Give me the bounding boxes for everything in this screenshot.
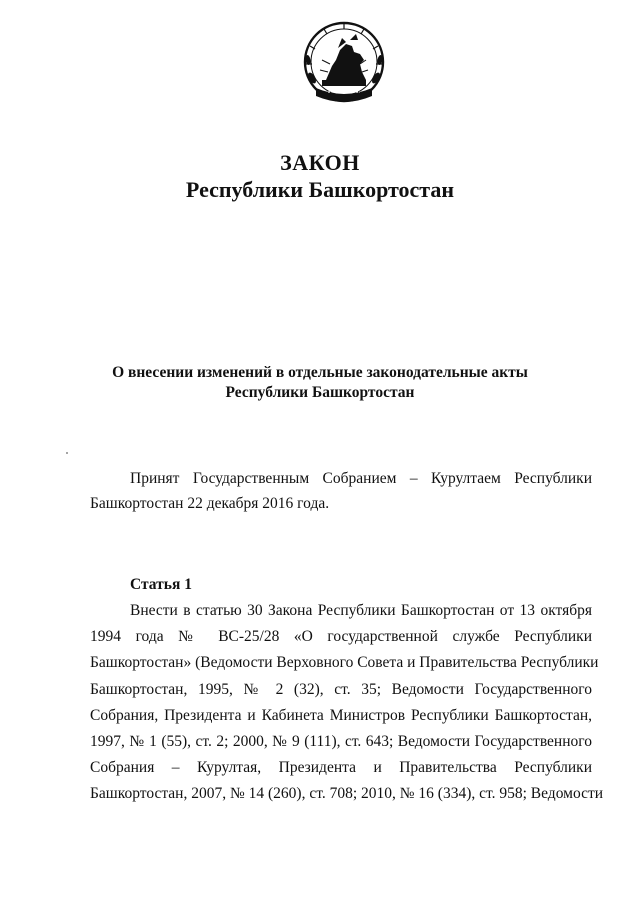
article-1-line: Собрания, Президента и Кабинета Министров Республики Башкортостан, — [90, 706, 592, 724]
article-1-line: Собрания – Курултая, Президента и Правительства Республики — [90, 759, 592, 777]
scan-artifact-dot — [66, 452, 68, 454]
article-1-line: Внести в статью 30 Закона Республики Башкортостан от 13 октября — [130, 602, 592, 619]
adoption-statement-text: Принят Государственным Собранием – Курултаем Республики Башкортостан 22 декабря 2016 года. — [90, 470, 592, 512]
coat-of-arms-emblem — [302, 20, 386, 116]
article-1-line: Башкортостан, 2007, № 14 (260), ст. 708; 2010, № 16 (334), ст. 958; Ведомости — [90, 785, 604, 803]
adoption-statement — [90, 466, 592, 516]
document-type-title: ЗАКОН — [280, 150, 360, 175]
article-1-line: Башкортостан, 1995, № 2 (32), ст. 35; Ведомости Государственного — [90, 680, 592, 698]
bashkortostan-emblem-icon — [302, 20, 386, 116]
article-1-line: Башкортостан» (Ведомости Верховного Совета и Правительства Республики — [90, 654, 599, 672]
law-subject-line-1: О внесении изменений в отдельные законодательные акты — [112, 364, 528, 381]
law-subject-line-2: Республики Башкортостан — [225, 384, 415, 401]
article-1-line: 1997, № 1 (55), ст. 2; 2000, № 9 (111), ст. 643; Ведомости Государственного — [90, 733, 592, 751]
article-1-line: 1994 года № ВС-25/28 «О государственной службе Республики — [90, 628, 592, 646]
article-1-body — [90, 598, 604, 808]
document-issuer-title: Республики Башкортостан — [185, 177, 455, 202]
article-1-title: Статья 1 — [130, 576, 192, 593]
law-subject — [0, 363, 640, 403]
